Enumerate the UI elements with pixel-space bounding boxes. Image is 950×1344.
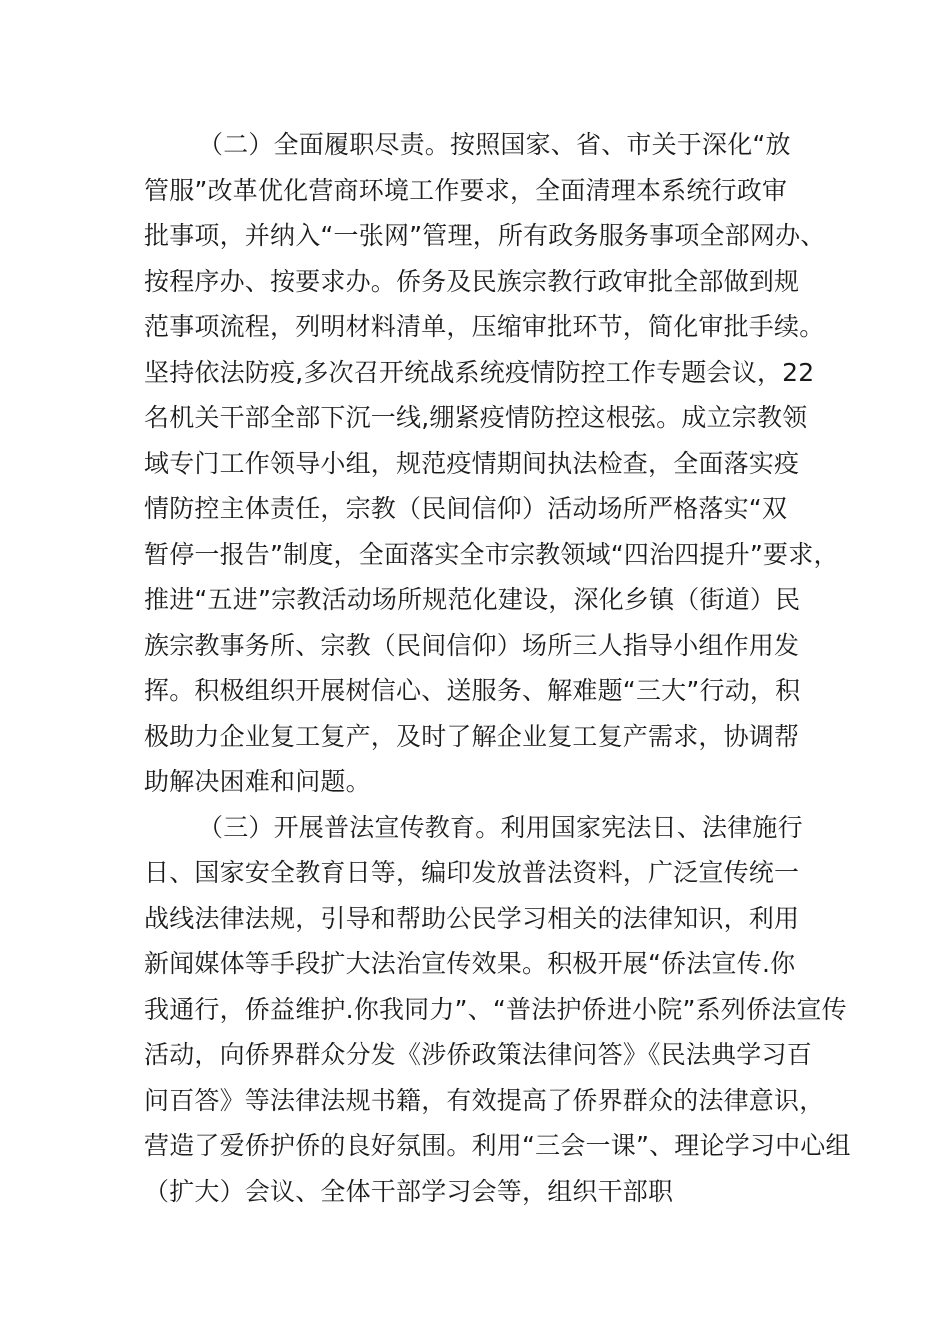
- paragraph-section-2: [144, 122, 839, 805]
- paragraph-line: 活动，向侨界群众分发《涉侨政策法律问答》《民法典学习百: [144, 1040, 812, 1069]
- paragraph-line: 日、国家安全教育日等，编印发放普法资料，广泛宣传统一: [144, 858, 800, 887]
- paragraph-line: （三）开展普法宣传教育。利用国家宪法日、法律施行: [198, 812, 803, 842]
- paragraph-section-3: [144, 805, 851, 1215]
- paragraph-line: 按程序办、按要求办。侨务及民族宗教行政审批全部做到规: [144, 266, 800, 296]
- paragraph-line: 批事项，并纳入“一张网”管理，所有政务服务事项全部网办、: [144, 221, 826, 250]
- paragraph-line: 新闻媒体等手段扩大法治宣传效果。积极开展“侨法宣传.你: [144, 949, 796, 978]
- paragraph-line: 暂停一报告”制度，全面落实全市宗教领域“四治四提升”要求，: [144, 539, 839, 569]
- paragraph-line: 名机关干部全部下沉一线,绷紧疫情防控这根弦。成立宗教领: [144, 403, 808, 432]
- paragraph-line: （扩大）会议、全体干部学习会等，组织干部职: [144, 1176, 674, 1206]
- paragraph-line: 挥。积极组织开展树信心、送服务、解难题“三大”行动，积: [144, 676, 801, 705]
- paragraph-line: 范事项流程，列明材料清单，压缩审批环节，简化审批手续。: [144, 312, 825, 341]
- document-body: [144, 122, 851, 1214]
- paragraph-line: 战线法律法规，引导和帮助公民学习相关的法律知识，利用: [144, 903, 800, 933]
- paragraph-line: 营造了爱侨护侨的良好氛围。利用“三会一课”、理论学习中心组: [144, 1131, 851, 1160]
- paragraph-line: 我通行，侨益维护.你我同力”、“普法护侨进小院”系列侨法宣传: [144, 994, 847, 1024]
- paragraph-line: 域专门工作领导小组，规范疫情期间执法检查，全面落实疫: [144, 448, 800, 478]
- paragraph-line: 助解决困难和问题。: [144, 767, 371, 796]
- paragraph-line: （二）全面履职尽责。按照国家、省、市关于深化“放: [198, 130, 791, 159]
- paragraph-line: 极助力企业复工复产，及时了解企业复工复产需求，协调帮: [144, 721, 800, 751]
- paragraph-line: 情防控主体责任，宗教（民间信仰）活动场所严格落实“双: [144, 494, 788, 523]
- paragraph-line: 推进“五进”宗教活动场所规范化建设，深化乡镇（街道）民: [144, 585, 801, 614]
- paragraph-line: 族宗教事务所、宗教（民间信仰）场所三人指导小组作用发: [144, 630, 800, 660]
- paragraph-line: 问百答》等法律法规书籍，有效提高了侨界群众的法律意识，: [144, 1085, 825, 1115]
- paragraph-line: 管服”改革优化营商环境工作要求，全面清理本系统行政审: [144, 175, 788, 205]
- paragraph-line: 坚持依法防疫,多次召开统战系统疫情防控工作专题会议，22: [144, 357, 815, 387]
